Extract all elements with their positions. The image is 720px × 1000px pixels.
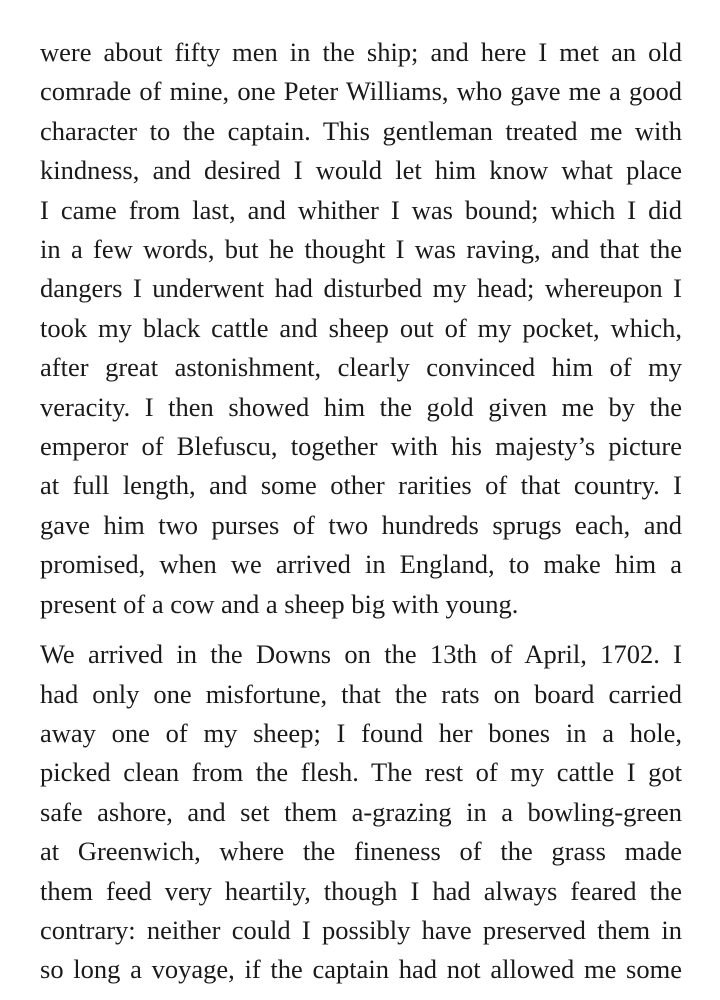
text-line: so long a voyage, if the captain had not allowed me some xyxy=(40,954,682,985)
text-line: We arrived in the Downs on the 13th of April, 1702. I xyxy=(40,639,682,670)
text-line: gave him two purses of two hundreds sprugs each, and xyxy=(40,509,682,540)
text-line: contrary: neither could I possibly have preserved them in xyxy=(40,914,682,945)
paragraph-1 xyxy=(40,33,682,624)
text-line: them feed very heartily, though I had always feared the xyxy=(40,875,682,906)
text-line: took my black cattle and sheep out of my pocket, which, xyxy=(40,312,682,343)
text-line: in a few words, but he thought I was raving, and that the xyxy=(40,234,682,265)
text-line: were about fifty men in the ship; and here I met an old xyxy=(40,37,682,67)
text-line: had only one misfortune, that the rats on board carried xyxy=(40,678,682,709)
text-line: safe ashore, and set them a-grazing in a bowling-green xyxy=(40,796,682,827)
paragraph-2 xyxy=(40,635,682,990)
text-line: dangers I underwent had disturbed my head; whereupon I xyxy=(40,273,682,304)
text-line: character to the captain. This gentleman treated me with xyxy=(40,115,682,146)
text-line: kindness, and desired I would let him know what place xyxy=(40,155,682,186)
text-line: present of a cow and a sheep big with young. xyxy=(40,588,519,619)
text-line: emperor of Blefuscu, together with his majesty’s picture xyxy=(40,431,682,462)
text-line: away one of my sheep; I found her bones in a hole, xyxy=(40,717,682,748)
text-line: after great astonishment, clearly convinced him of my xyxy=(40,352,682,383)
text-line: comrade of mine, one Peter Williams, who gave me a good xyxy=(40,76,682,107)
text-line: at full length, and some other rarities of that country. I xyxy=(40,470,682,501)
text-line: at Greenwich, where the fineness of the grass made xyxy=(40,836,682,867)
text-line: veracity. I then showed him the gold given me by the xyxy=(40,391,682,422)
text-line: promised, when we arrived in England, to make him a xyxy=(40,549,682,580)
text-line: I came from last, and whither I was bound; which I did xyxy=(40,194,682,225)
text-line: picked clean from the flesh. The rest of my cattle I got xyxy=(40,757,682,788)
